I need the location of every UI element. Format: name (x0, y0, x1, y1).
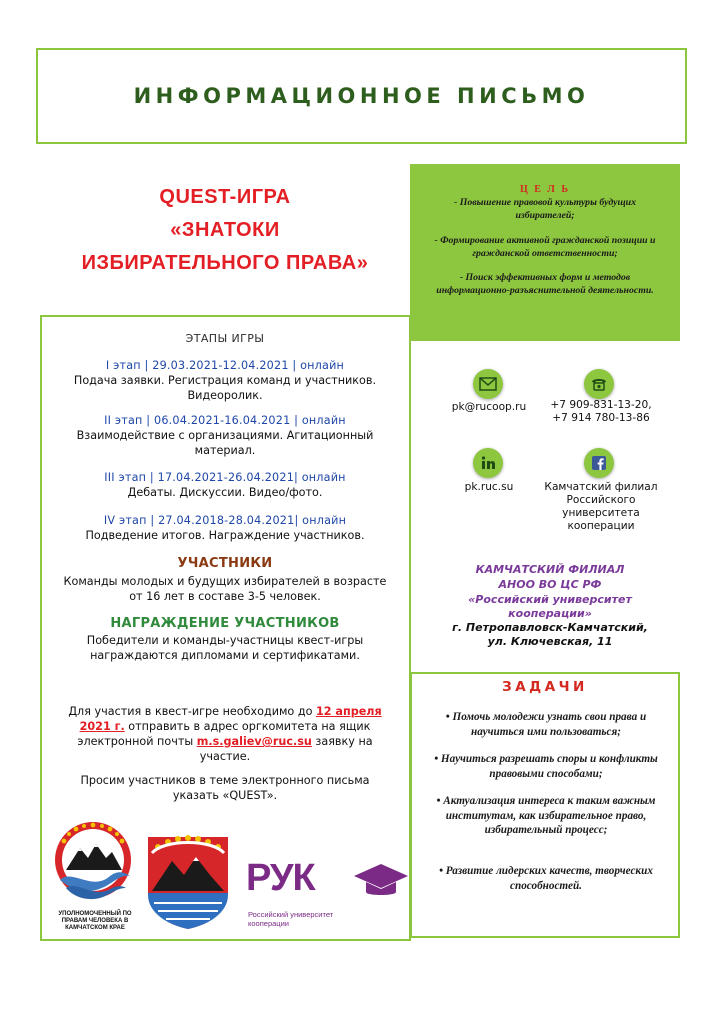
affiliate-line-4: кооперации» (508, 607, 592, 620)
page-title: ИНФОРМАЦИОННОЕ ПИСЬМО (133, 84, 590, 108)
ombudsman-caption: УПОЛНОМОЧЕННЫЙ ПО ПРАВАМ ЧЕЛОВЕКА В КАМЧАТСКОМ КРАЕ (58, 911, 132, 931)
stage-4-title: IV этап | 27.04.2018-28.04.2021| онлайн (103, 514, 347, 527)
contact-email[interactable]: pk@rucoop.ru (451, 401, 527, 413)
goal-heading: Ц Е Л Ь (519, 184, 570, 195)
email-link[interactable]: m.s.galiev@ruc.su (196, 735, 312, 748)
participation-part-1: Для участия в квест-игре необходимо до (68, 705, 316, 718)
task-item: • Актуализация интереса к таким важным институтам, как избирательное право, избирательный процесс; (436, 795, 656, 836)
affiliate-line-1: КАМЧАТСКИЙ ФИЛИАЛ (475, 563, 625, 576)
contact-phones: +7 909-831-13-20, +7 914 780-13-86 (550, 399, 652, 424)
deadline-link: 12 апреля 2021 г. (79, 705, 382, 733)
stage-3-desc: Дебаты. Дискуссии. Видео/фото. (127, 486, 323, 499)
goal-box (410, 164, 680, 341)
ruk-caption: Российский университет кооперации (248, 910, 334, 928)
task-item: • Развитие лидерских качеств, творческих способностей. (439, 865, 653, 892)
quest-title-line-1: QUEST-ИГРА (159, 186, 291, 208)
task-item: • Научиться разрешать споры и конфликты правовыми способами; (434, 753, 658, 780)
goal-item: - Повышение правовой культуры будущих избирателей; (454, 197, 636, 221)
subject-note: Просим участников в теме электронного письма указать «QUEST». (80, 774, 370, 802)
ombudsman-logo (52, 818, 134, 902)
phone-icon (584, 369, 614, 399)
stage-2-title: II этап | 06.04.2021-16.04.2021 | онлайн (104, 414, 346, 427)
linkedin-icon (473, 448, 503, 478)
kamchatka-coat-of-arms (144, 833, 232, 931)
contact-facebook[interactable]: Камчатский филиал Российского университета кооперации (544, 481, 658, 532)
stage-1-desc: Подача заявки. Регистрация команд и участников. Видеоролик. (73, 374, 377, 402)
affiliate-address-street: ул. Ключевская, 11 (487, 635, 613, 648)
stage-1-title: I этап | 29.03.2021-12.04.2021 | онлайн (105, 359, 345, 372)
header-box (36, 48, 687, 144)
affiliate-line-2: АНОО ВО ЦС РФ (498, 578, 602, 591)
goal-item: - Поиск эффективных форм и методов информационно-разъяснительной деятельности. (436, 272, 654, 296)
task-item: • Помочь молодежи узнать свои права и научиться ими пользоваться; (445, 711, 647, 738)
goal-item: - Формирование активной гражданской позиции и гражданской ответственности; (434, 235, 656, 259)
quest-title-line-2: «ЗНАТОКИ (170, 219, 280, 241)
affiliate-line-3: «Российский университет (468, 593, 632, 606)
stages-heading: ЭТАПЫ ИГРЫ (185, 332, 265, 345)
awards-text: Победители и команды-участницы квест-игры награждаются дипломами и сертификатами. (86, 634, 364, 662)
affiliate-address-city: г. Петропавловск-Камчатский, (452, 621, 648, 634)
tasks-heading: ЗАДАЧИ (502, 679, 588, 695)
tasks-box (410, 672, 680, 938)
participation-part-3: заявку на участие. (199, 735, 373, 763)
stage-4-desc: Подведение итогов. Награждение участников. (85, 529, 365, 542)
stage-3-title: III этап | 17.04.2021-26.04.2021| онлайн (104, 471, 346, 484)
participants-heading: УЧАСТНИКИ (177, 556, 273, 571)
stage-2-desc: Взаимодействие с организациями. Агитационный материал. (76, 429, 374, 457)
participation-part-2: отправить в адрес оргкомитета на ящик электронной почты (77, 720, 371, 748)
ruk-logo-text: РУК (246, 857, 315, 899)
quest-title-line-3: ИЗБИРАТЕЛЬНОГО ПРАВА» (81, 252, 369, 274)
graduation-cap-icon (352, 862, 410, 902)
participation-text (60, 704, 390, 764)
facebook-icon (584, 448, 614, 478)
participants-text: Команды молодых и будущих избирателей в возрасте от 16 лет в составе 3-5 человек. (63, 575, 387, 603)
email-icon (473, 369, 503, 399)
contact-site[interactable]: pk.ruc.su (464, 481, 514, 493)
awards-heading: НАГРАЖДЕНИЕ УЧАСТНИКОВ (110, 616, 340, 631)
